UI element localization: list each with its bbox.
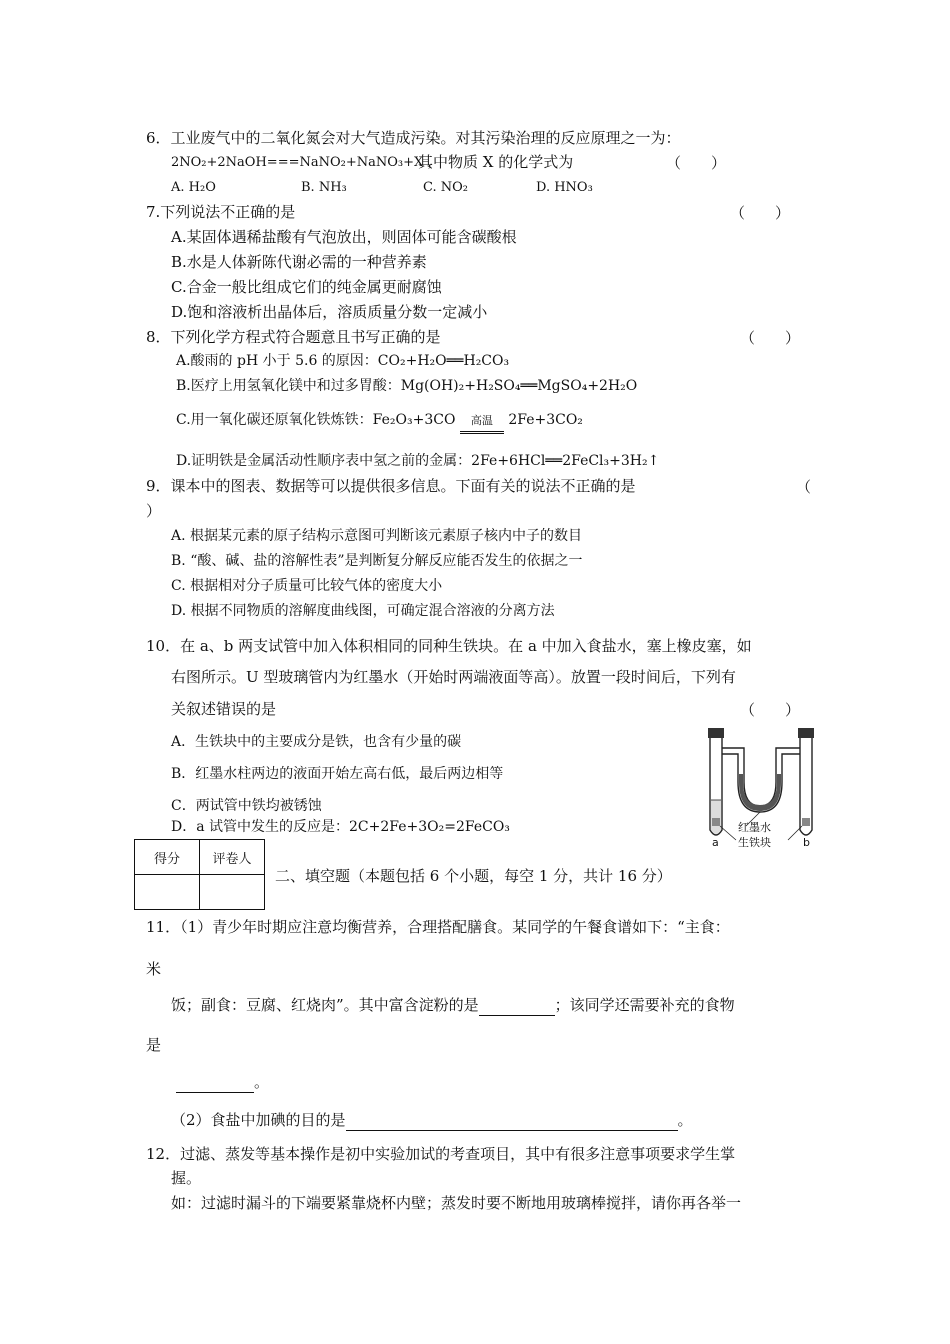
q9-option-c: C. 根据相对分子质量可比较气体的密度大小 xyxy=(171,578,443,594)
q6-option-b: B. NH₃ xyxy=(301,180,347,195)
grader-header: 评卷人 xyxy=(200,840,265,875)
q11-line3 xyxy=(171,995,735,1016)
q11-line3-end: ；该同学还需要补充的食物 xyxy=(554,996,735,1014)
q6-option-d: D. HNO₃ xyxy=(536,180,593,195)
q8-stem: 8．下列化学方程式符合题意且书写正确的是 xyxy=(146,328,441,346)
figure-label-b: b xyxy=(803,836,810,849)
q11-blank-food[interactable] xyxy=(176,1072,254,1093)
q10-option-b: B．红墨水柱两边的液面开始左高右低，最后两边相等 xyxy=(171,766,504,782)
q11-line2: 米 xyxy=(146,960,162,978)
q11-part2-period: 。 xyxy=(677,1111,693,1129)
q10-line3: 关叙述错误的是 xyxy=(171,700,277,718)
q9-paren-close: ） xyxy=(146,502,162,520)
q7-option-a: A.某固体遇稀盐酸有气泡放出，则固体可能含碳酸根 xyxy=(171,228,517,246)
q8-option-b: B.医疗上用氢氧化镁中和过多胃酸：Mg(OH)₂+H₂SO₄══MgSO₄+2H₂O xyxy=(176,378,638,394)
grader-cell[interactable] xyxy=(200,875,265,910)
q11-line5-period: 。 xyxy=(254,1073,270,1091)
q8-option-c-left: C.用一氧化碳还原氧化铁炼铁：Fe₂O₃+3CO xyxy=(176,412,456,428)
q10-line1: 10．在 a、b 两支试管中加入体积相同的同种生铁块。在 a 中加入食盐水，塞上橡皮塞，如 xyxy=(146,637,752,655)
q8-condition-high-temp: 高温 xyxy=(460,411,504,431)
q11-part2-text: （2）食盐中加碘的目的是 xyxy=(171,1111,346,1129)
q7-stem: 7.下列说法不正确的是 xyxy=(146,203,296,221)
q11-line3-start: 饭；副食：豆腐、红烧肉”。其中富含淀粉的是 xyxy=(171,996,479,1014)
q11-blank-iodine[interactable] xyxy=(346,1110,678,1131)
q10-option-d: D．a 试管中发生的反应是：2C+2Fe+3O₂=2FeCO₃ xyxy=(171,819,510,835)
q12-line1: 12．过滤、蒸发等基本操作是初中实验加试的考查项目，其中有很多注意事项要求学生掌 xyxy=(146,1145,736,1163)
score-cell[interactable] xyxy=(135,875,200,910)
q8-option-a: A.酸雨的 pH 小于 5.6 的原因：CO₂+H₂O══H₂CO₃ xyxy=(176,353,510,369)
q7-answer-paren: （ ） xyxy=(730,204,791,222)
q9-stem: 9．课本中的图表、数据等可以提供很多信息。下面有关的说法不正确的是 xyxy=(146,477,636,495)
q7-option-c: C.合金一般比组成它们的纯金属更耐腐蚀 xyxy=(171,278,442,296)
q9-option-b: B. “酸、碱、盐的溶解性表”是判断复分解反应能否发生的依据之一 xyxy=(171,553,583,569)
q7-option-b: B.水是人体新陈代谢必需的一种营养素 xyxy=(171,253,427,271)
q9-paren-open: （ xyxy=(796,478,812,496)
q11-line1: 11．（1）青少年时期应注意均衡营养，合理搭配膳食。某同学的午餐食谱如下：“主食： xyxy=(146,918,730,936)
q8-answer-paren: （ ） xyxy=(740,329,801,347)
q6-option-c: C. NO₂ xyxy=(423,180,468,195)
q8-option-c xyxy=(176,410,583,431)
figure-label-a: a xyxy=(712,836,719,849)
q10-answer-paren: （ ） xyxy=(740,701,801,719)
q10-option-c: C．两试管中铁均被锈蚀 xyxy=(171,798,322,814)
q8-option-c-right: 2Fe+3CO₂ xyxy=(508,412,583,428)
q6-equation: 2NO₂+2NaOH===NaNO₂+NaNO₃+X ， xyxy=(171,155,441,170)
q12-line2: 握。 xyxy=(171,1169,202,1187)
q11-line5 xyxy=(176,1072,269,1093)
figure-label-pig-iron: 生铁块 xyxy=(738,836,771,849)
q6-ask: 其中物质 X 的化学式为 xyxy=(418,153,574,171)
q11-blank-starch[interactable] xyxy=(479,995,555,1016)
q9-option-d: D. 根据不同物质的溶解度曲线图，可确定混合溶液的分离方法 xyxy=(171,603,555,619)
score-header: 得分 xyxy=(135,840,200,875)
q6-stem: 6．工业废气中的二氧化氮会对大气造成污染。对其污染治理的反应原理之一为： xyxy=(146,129,681,147)
q6-answer-paren: （ ） xyxy=(666,154,727,172)
figure-label-red-ink: 红墨水 xyxy=(738,821,771,834)
q7-option-d: D.饱和溶液析出晶体后，溶质质量分数一定减小 xyxy=(171,303,488,321)
q6-option-a: A. H₂O xyxy=(171,180,216,195)
q12-line3: 如：过滤时漏斗的下端要紧靠烧杯内壁；蒸发时要不断地用玻璃棒搅拌，请你再各举一 xyxy=(171,1194,742,1212)
q10-line2: 右图所示。U 型玻璃管内为红墨水（开始时两端液面等高）。放置一段时间后，下列有 xyxy=(171,668,736,686)
score-table xyxy=(134,839,265,910)
q9-option-a: A. 根据某元素的原子结构示意图可判断该元素原子核内中子的数目 xyxy=(171,528,583,544)
q10-option-a: A．生铁块中的主要成分是铁，也含有少量的碳 xyxy=(171,734,462,750)
section-2-title: 二、填空题（本题包括 6 个小题，每空 1 分，共计 16 分） xyxy=(275,867,672,885)
q8-option-d: D.证明铁是金属活动性顺序表中氢之前的金属：2Fe+6HCl══2FeCl₃+3H₂↑ xyxy=(176,453,660,469)
q11-line4: 是 xyxy=(146,1036,162,1054)
q11-part2 xyxy=(171,1110,693,1131)
